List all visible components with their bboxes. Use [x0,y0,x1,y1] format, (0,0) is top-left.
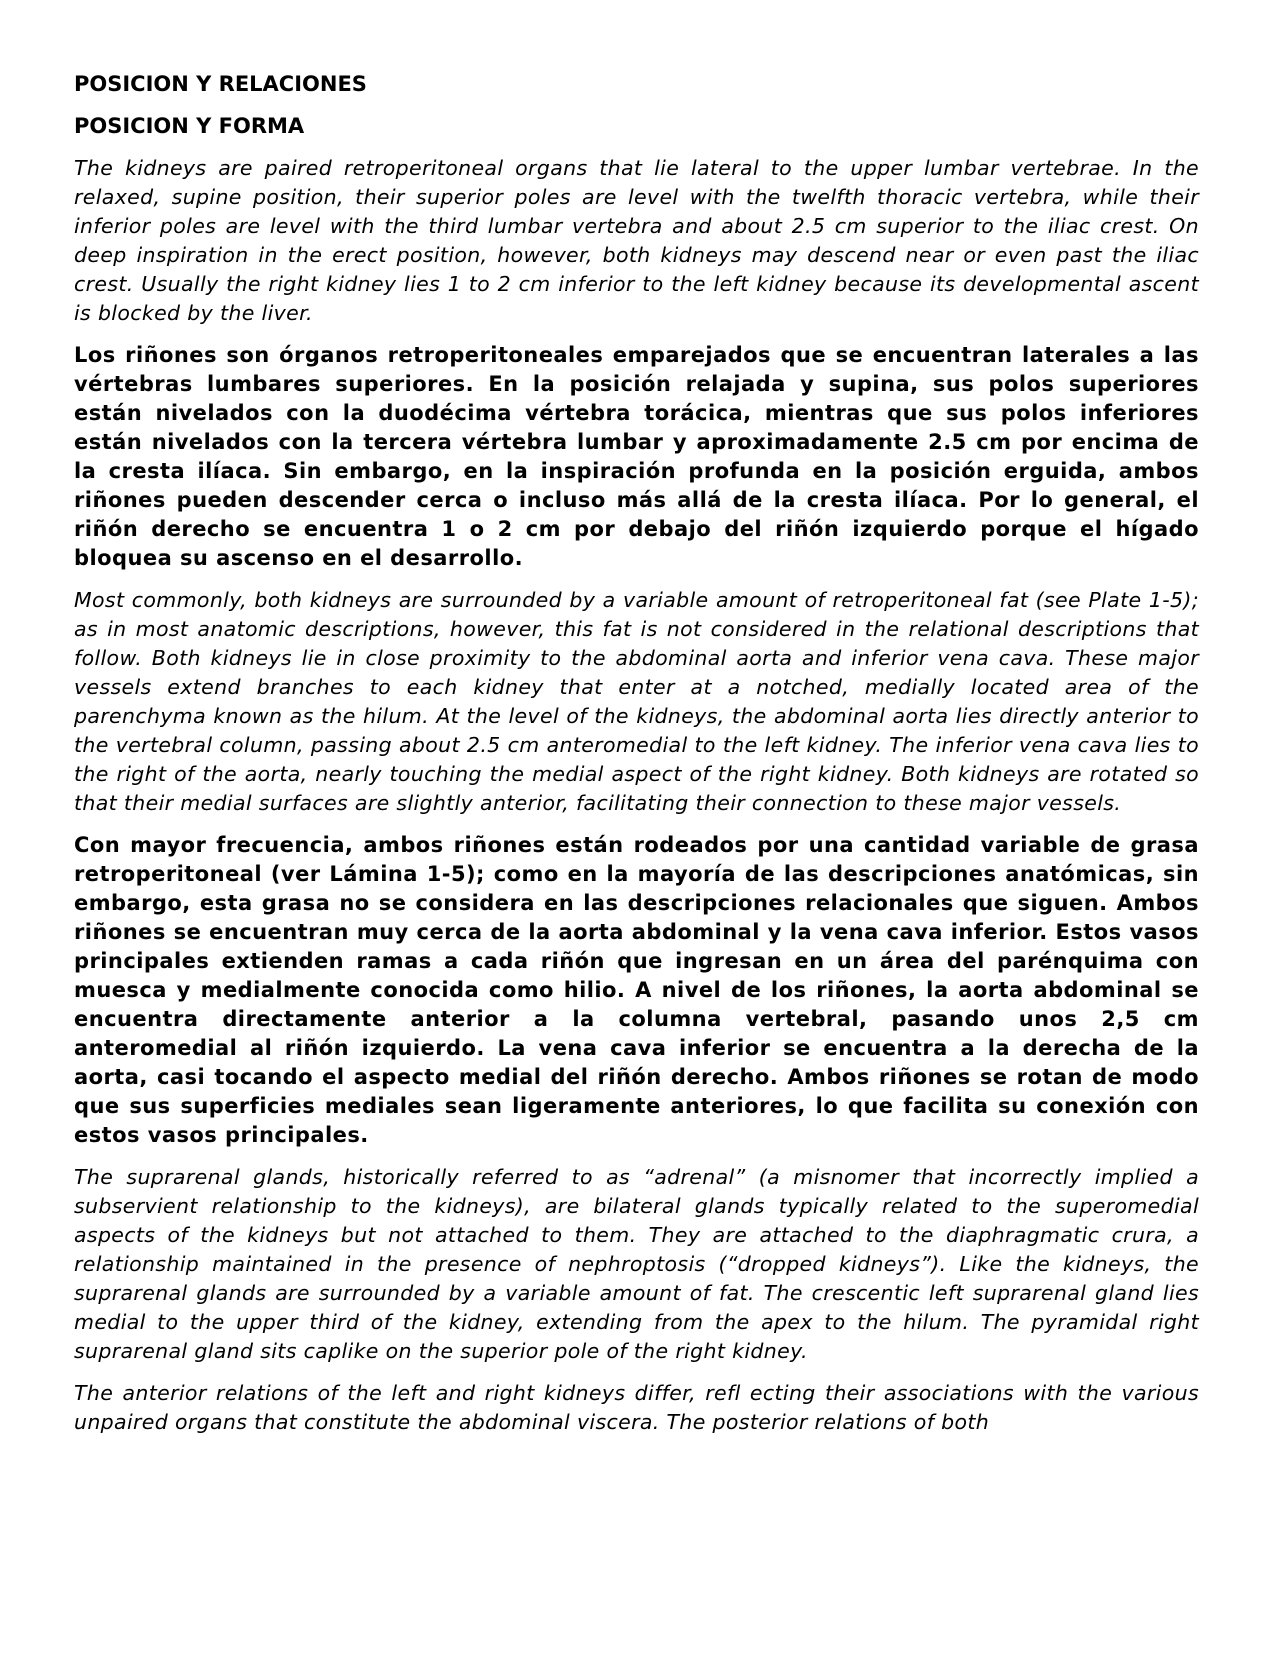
paragraph-es-vessels: Con mayor frecuencia, ambos riñones están rodeados por una cantidad variable de grasa retroperitoneal (ver Lámina 1-5); como en la mayoría de las descripciones anatómicas, sin embargo, esta grasa no se considera en las descripciones relacionales que siguen. Ambos riñones se encuentran muy cerca de la aorta abdominal y la vena cava inferior. Estos vasos principales extienden ramas a cada riñón que ingresan en un área del parénquima con muesca y medialmente conocida como hilio. A nivel de los riñones, la aorta abdominal se encuentra directamente anterior a la columna vertebral, pasando unos 2,5 cm anteromedial al riñón izquierdo. La vena cava inferior se encuentra a la derecha de la aorta, casi tocando el aspecto medial del riñón derecho. Ambos riñones se rotan de modo que sus superficies mediales sean ligeramente anteriores, lo que facilita su conexión con estos vasos principales. [74,833,1199,1147]
subsection-title: POSICION Y FORMA [74,114,305,138]
paragraph-en-relations: The anterior relations of the left and right kidneys differ, refl ecting their associations with the various unpaired organs that constitute the abdominal viscera. The posterior relations of both [74,1381,1199,1434]
paragraph-en-position: The kidneys are paired retroperitoneal organs that lie lateral to the upper lumbar vertebrae. In the relaxed, supine position, their superior poles are level with the twelfth thoracic vertebra, while their inferior poles are level with the third lumbar vertebra and about 2.5 cm superior to the iliac crest. On deep inspiration in the erect position, however, both kidneys may descend near or even past the iliac crest. Usually the right kidney lies 1 to 2 cm inferior to the left kidney because its developmental ascent is blocked by the liver. [74,156,1199,325]
paragraph-en-suprarenal: The suprarenal glands, historically referred to as “adrenal” (a misnomer that incorrectly implied a subservient relationship to the kidneys), are bilateral glands typically related to the superomedial aspects of the kidneys but not attached to them. They are attached to the diaphragmatic crura, a relationship maintained in the presence of nephroptosis (“dropped kidneys”). Like the kidneys, the suprarenal glands are surrounded by a variable amount of fat. The crescentic left suprarenal gland lies medial to the upper third of the kidney, extending from the apex to the hilum. The pyramidal right suprarenal gland sits caplike on the superior pole of the right kidney. [74,1165,1199,1363]
document-page [74,70,1199,1450]
paragraph-en-vessels: Most commonly, both kidneys are surrounded by a variable amount of retroperitoneal fat (see Plate 1-5); as in most anatomic descriptions, however, this fat is not considered in the relational descriptions that follow. Both kidneys lie in close proximity to the abdominal aorta and inferior vena cava. These major vessels extend branches to each kidney that enter at a notched, medially located area of the parenchyma known as the hilum. At the level of the kidneys, the abdominal aorta lies directly anterior to the vertebral column, passing about 2.5 cm anteromedial to the left kidney. The inferior vena cava lies to the right of the aorta, nearly touching the medial aspect of the right kidney. Both kidneys are rotated so that their medial surfaces are slightly anterior, facilitating their connection to these major vessels. [74,588,1199,815]
section-title: POSICION Y RELACIONES [74,72,367,96]
paragraph-es-position: Los riñones son órganos retroperitoneales emparejados que se encuentran laterales a las vértebras lumbares superiores. En la posición relajada y supina, sus polos superiores están nivelados con la duodécima vértebra torácica, mientras que sus polos inferiores están nivelados con la tercera vértebra lumbar y aproximadamente 2.5 cm por encima de la cresta ilíaca. Sin embargo, en la inspiración profunda en la posición erguida, ambos riñones pueden descender cerca o incluso más allá de la cresta ilíaca. Por lo general, el riñón derecho se encuentra 1 o 2 cm por debajo del riñón izquierdo porque el hígado bloquea su ascenso en el desarrollo. [74,343,1199,570]
